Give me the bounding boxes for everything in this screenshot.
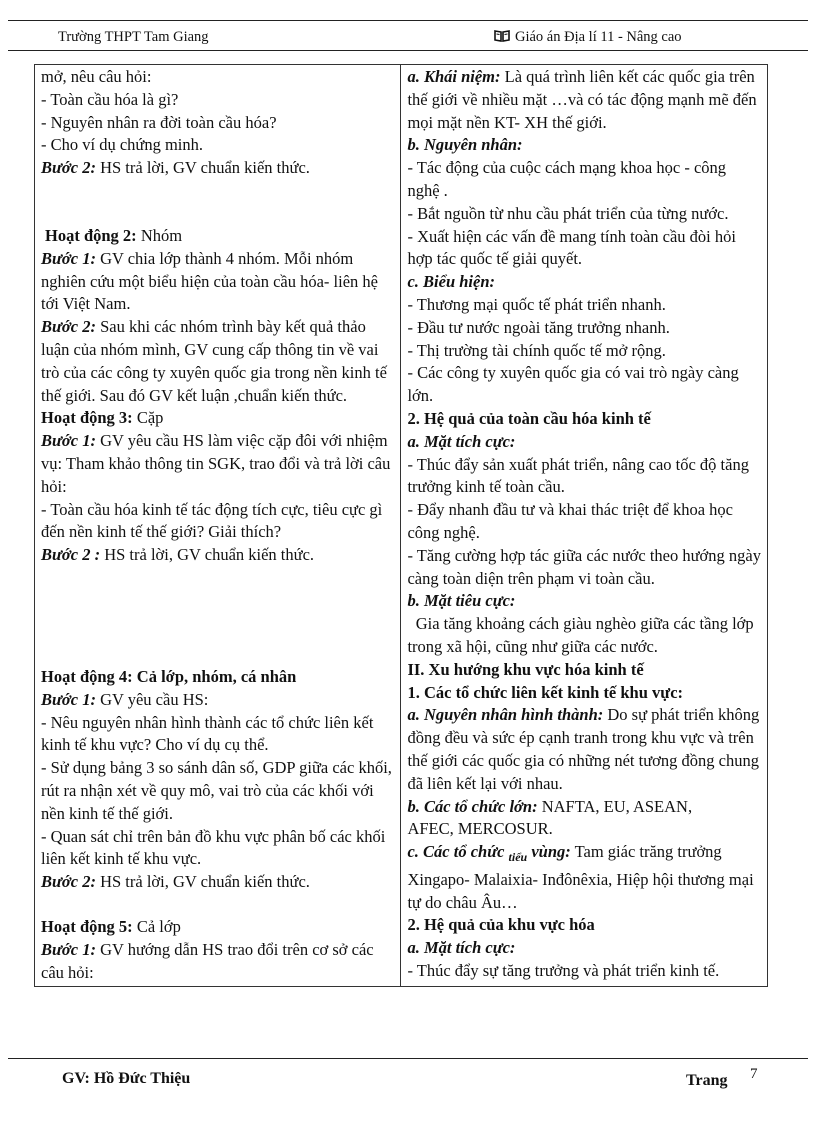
step-text: GV yêu cầu HS làm việc cặp đôi với nhiệm vụ: Tham khảo thông tin SGK, trao đổi và trả lời câu hỏi: <box>41 431 391 496</box>
list-item: - Toàn cầu hóa kinh tế tác động tích cực, tiêu cực gì đến nền kinh tế thế giới? Giải thích? <box>41 499 383 542</box>
content-heading: b. Nguyên nhân: <box>407 135 523 155</box>
footer-teacher: GV: Hồ Đức Thiệu <box>62 1070 191 1087</box>
section-title: II. Xu hướng khu vực hóa kinh tế <box>407 659 644 679</box>
list-item: - Xuất hiện các vấn đề mang tính toàn cầu đòi hỏi hợp tác quốc tế giải quyết. <box>407 226 736 269</box>
header-subject-text: Giáo án Địa lí 11 - Nâng cao <box>515 29 682 45</box>
activity-type: Cả lớp <box>132 916 181 936</box>
list-item: - Tăng cường hợp tác giữa các nước theo hướng ngày càng toàn diện trên phạm vi toàn cầu. <box>407 545 761 588</box>
activities-column <box>35 65 401 987</box>
table-row <box>35 65 768 987</box>
content-column <box>401 65 768 987</box>
step-paragraph <box>41 248 394 316</box>
activity-label: Hoạt động 2: <box>45 225 137 245</box>
step-label: Bước 2: <box>41 317 96 337</box>
header-school: Trường THPT Tam Giang <box>58 29 209 45</box>
content-label: vùng: <box>531 842 571 862</box>
footer-page-label: Trang <box>686 1072 728 1089</box>
header-bottom-rule <box>8 50 808 51</box>
list-item: - Thúc đẩy sản xuất phát triển, nâng cao tốc độ tăng trưởng kinh tế toàn cầu. <box>407 454 749 497</box>
content-label: a. Nguyên nhân hình thành: <box>407 705 604 725</box>
list-item: - Tác động của cuộc cách mạng khoa học - công nghệ . <box>407 158 727 200</box>
step-paragraph <box>41 544 394 567</box>
content-heading: b. Mặt tiêu cực: <box>407 591 516 611</box>
content-label-subscript: tiểu <box>508 850 528 865</box>
content-label: c. Các tổ chức <box>407 842 505 862</box>
page-number: 7 <box>750 1066 758 1082</box>
content-label: b. Các tổ chức lớn: <box>407 796 538 816</box>
activity-heading: Hoạt động 4: Cả lớp, nhóm, cá nhân <box>41 666 297 686</box>
step-paragraph <box>41 689 394 712</box>
section-title: 1. Các tổ chức liên kết kinh tế khu vực: <box>407 682 684 702</box>
header-subject <box>494 29 682 46</box>
content-text: Do sự phát triển không đồng đều và sức ép cạnh tranh trong khu vực và trên thế giới các quốc gia có những nét tương đồng chung đã liên kết lại với nhau. <box>407 705 760 793</box>
list-item: - Quan sát chỉ trên bản đồ khu vực phân bố các khối liên kết kinh tế khu vực. <box>41 826 386 869</box>
step-paragraph <box>41 316 394 407</box>
content-paragraph <box>407 704 761 795</box>
step-label: Bước 1: <box>41 939 96 959</box>
activity-type: Cặp <box>132 408 164 428</box>
activity-label: Hoạt động 3: <box>41 408 133 428</box>
lesson-table <box>34 64 768 987</box>
header-top-rule <box>8 20 808 21</box>
content-text: AFEC, MERCOSUR. <box>407 819 553 839</box>
activity-heading <box>41 916 394 939</box>
activity-label: Hoạt động 5: <box>41 916 133 936</box>
step-paragraph <box>41 871 394 894</box>
section-title: 2. Hệ quả của khu vực hóa <box>407 915 595 935</box>
step-paragraph <box>41 939 394 985</box>
activity-heading <box>41 225 394 248</box>
book-icon <box>494 30 510 42</box>
list-item: - Thúc đẩy sự tăng trưởng và phát triển kinh tế. <box>407 961 720 981</box>
content-text: Là quá trình liên kết các quốc gia trên thế giới về nhiều mặt …và có tác động mạnh mẽ đến mọi mặt nền KT- XH thế giới. <box>407 67 757 132</box>
section-title: 2. Hệ quả của toàn cầu hóa kinh tế <box>407 408 651 428</box>
step-text: HS trả lời, GV chuẩn kiến thức. <box>100 545 315 565</box>
list-item: - Cho ví dụ chứng minh. <box>41 135 204 155</box>
step-label: Bước 1: <box>41 431 96 451</box>
content-heading: a. Mặt tích cực: <box>407 938 516 958</box>
list-item: - Nguyên nhân ra đời toàn cầu hóa? <box>41 112 277 132</box>
list-item: mở, nêu câu hỏi: <box>41 67 152 86</box>
list-item: - Thương mại quốc tế phát triển nhanh. <box>407 294 666 314</box>
step-label: Bước 2: <box>41 158 96 178</box>
list-item: - Các công ty xuyên quốc gia có vai trò ngày càng lớn. <box>407 363 739 406</box>
content-label: a. Khái niệm: <box>407 67 501 86</box>
step-text: GV chia lớp thành 4 nhóm. Mỗi nhóm nghiên cứu một biểu hiện của toàn cầu hóa- liên hệ tới Việt Nam. <box>41 248 378 314</box>
content-text: Tam giác trăng trưởng Xingapo- Malaixia- Inđônêxia, Hiệp hội thương mại tự do châu Âu… <box>407 842 754 912</box>
activity-heading <box>41 407 394 430</box>
step-text: GV yêu cầu HS: <box>95 689 209 709</box>
list-item: - Nêu nguyên nhân hình thành các tổ chức liên kết kinh tế khu vực? Cho ví dụ cụ thể. <box>41 712 374 755</box>
content-text: NAFTA, EU, ASEAN, <box>537 796 693 816</box>
step-label: Bước 1: <box>41 248 96 268</box>
step-text: HS trả lời, GV chuẩn kiến thức. <box>95 158 310 178</box>
content-heading: a. Mặt tích cực: <box>407 431 516 451</box>
step-text: GV hướng dẫn HS trao đổi trên cơ sở các câu hỏi: <box>41 939 374 982</box>
list-item: Gia tăng khoảng cách giàu nghèo giữa các tầng lớp trong xã hội, cũng như giữa các nước. <box>407 614 758 656</box>
list-item: - Đầu tư nước ngoài tăng trưởng nhanh. <box>407 317 670 337</box>
content-paragraph <box>407 841 761 914</box>
list-item: - Sử dụng bảng 3 so sánh dân số, GDP giữa các khối, rút ra nhận xét về quy mô, vai trò của các khối với nền kinh tế thế giới. <box>41 758 392 823</box>
list-item: - Bắt nguồn từ nhu cầu phát triển của từng nước. <box>407 203 729 223</box>
list-item: - Toàn cầu hóa là gì? <box>41 89 179 109</box>
content-paragraph <box>407 796 761 819</box>
list-item: - Thị trường tài chính quốc tế mở rộng. <box>407 340 666 360</box>
content-heading: c. Biểu hiện: <box>407 272 495 292</box>
list-item: - Đẩy nhanh đầu tư và khai thác triệt để khoa học công nghệ. <box>407 500 733 542</box>
footer-rule <box>8 1058 808 1059</box>
activity-type: Nhóm <box>136 225 183 245</box>
content-paragraph <box>407 66 761 134</box>
step-label: Bước 2 : <box>41 545 101 565</box>
step-paragraph <box>41 157 394 180</box>
step-paragraph <box>41 430 394 498</box>
step-text: HS trả lời, GV chuẩn kiến thức. <box>95 872 310 892</box>
step-label: Bước 2: <box>41 872 96 892</box>
step-text: Sau khi các nhóm trình bày kết quả thảo luận của nhóm mình, GV cung cấp thông tin về vai trò của các công ty xuyên quốc gia trong nền kinh tế thế giới. Sau đó GV kết luận ,chuẩn kiến thức. <box>41 317 387 405</box>
step-label: Bước 1: <box>41 689 96 709</box>
